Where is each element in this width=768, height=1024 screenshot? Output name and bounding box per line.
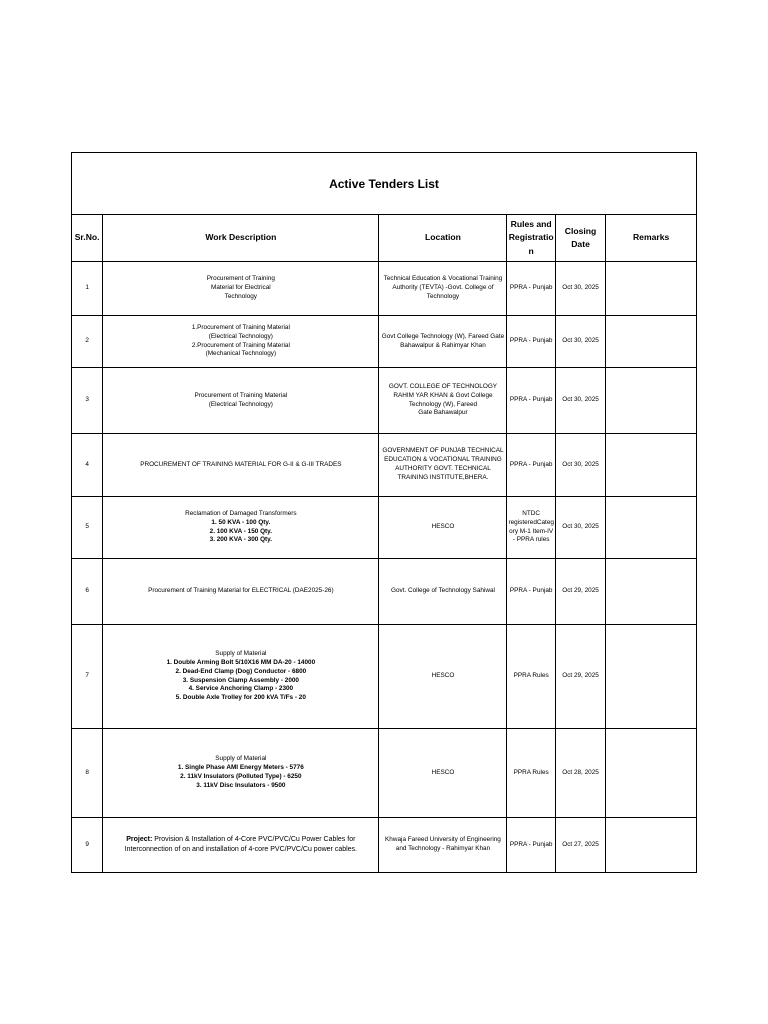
work-line: PROCUREMENT OF TRAINING MATERIAL FOR G-II & G-III TRADES [140, 460, 342, 468]
work-line: Procurement of Training Material [194, 391, 288, 399]
header-rules-line: Registratio [508, 232, 554, 243]
cell-remarks [606, 316, 697, 368]
cell-location [379, 262, 507, 316]
cell-work [103, 262, 379, 316]
rules-line: PPRA - Punjab [509, 284, 553, 292]
cell-sr: 6 [72, 559, 103, 625]
header-rules [507, 215, 555, 262]
cell-sr: 9 [72, 818, 103, 873]
location-line: Govt College Technology (W), Fareed Gate [381, 332, 505, 340]
header-rules-line: n [528, 245, 534, 256]
work-line: 1. 50 KVA - 100 Qty. [211, 518, 271, 526]
work-line: 2. Dead-End Clamp (Dog) Conductor - 6800 [175, 667, 307, 675]
table-row [72, 262, 697, 316]
cell-closing-date: Oct 30, 2025 [555, 262, 605, 316]
rules-line: PPRA Rules [513, 768, 549, 776]
project-label: Project: [126, 836, 153, 844]
cell-closing-date: Oct 30, 2025 [555, 316, 605, 368]
rules-line: PPRA Rules [513, 672, 549, 680]
cell-rules [507, 368, 555, 434]
tender-sheet [71, 152, 697, 873]
cell-remarks [606, 262, 697, 316]
cell-work [103, 434, 379, 497]
cell-location [379, 368, 507, 434]
location-line: Technology [426, 292, 460, 300]
cell-sr: 1 [72, 262, 103, 316]
work-line: (Electrical Technology) [208, 332, 273, 340]
cell-location [379, 818, 507, 873]
cell-closing-date: Oct 30, 2025 [555, 368, 605, 434]
work-line: Technology [224, 292, 258, 300]
cell-closing-date: Oct 29, 2025 [555, 559, 605, 625]
cell-rules [507, 497, 555, 559]
cell-closing-date: Oct 30, 2025 [555, 497, 605, 559]
cell-rules [507, 818, 555, 873]
table-row [72, 368, 697, 434]
work-line: 5. Double Axle Trolley for 200 kVA T/Fs - 20 [175, 694, 306, 702]
cell-closing-date: Oct 30, 2025 [555, 434, 605, 497]
header-remarks: Remarks [606, 215, 697, 262]
work-line: (Mechanical Technology) [205, 350, 277, 358]
header-work-description: Work Description [103, 215, 379, 262]
page-title: Active Tenders List [329, 176, 439, 191]
cell-rules [507, 559, 555, 625]
cell-remarks [606, 497, 697, 559]
table-row [72, 729, 697, 818]
work-line: 1.Procurement of Training Material [191, 323, 290, 331]
work-intro: Supply of Material [215, 755, 267, 763]
cell-work [103, 818, 379, 873]
rules-line: PPRA - Punjab [509, 460, 553, 468]
rules-line: NTDC [522, 509, 541, 517]
cell-work [103, 368, 379, 434]
cell-remarks [606, 729, 697, 818]
work-line: 2. 100 KVA - 150 Qty. [209, 527, 273, 535]
cell-rules [507, 625, 555, 729]
work-line: 3. 200 KVA - 300 Qty. [209, 536, 273, 544]
cell-sr: 2 [72, 316, 103, 368]
location-line: HESCO [431, 672, 455, 680]
rules-line: ory M-1 Item-IV [509, 527, 554, 535]
work-line: 2. 11kV Insulators (Polluted Type) - 6250 [180, 773, 302, 780]
work-line: 3. 11kV Disc Insulators - 9500 [196, 781, 286, 789]
cell-location [379, 434, 507, 497]
work-line: Procurement of Training Material for ELECTRICAL (DAE2025-26) [148, 587, 334, 595]
cell-sr: 8 [72, 729, 103, 818]
cell-remarks [606, 434, 697, 497]
cell-location [379, 316, 507, 368]
tenders-table [71, 214, 697, 873]
cell-work [103, 559, 379, 625]
cell-rules [507, 316, 555, 368]
header-sr: Sr.No. [72, 215, 103, 262]
location-line: GOVERNMENT OF PUNJAB TECHNICAL [382, 447, 504, 455]
work-line: 3. Suspension Clamp Assembly - 2000 [182, 676, 299, 684]
cell-location [379, 729, 507, 818]
cell-location [379, 559, 507, 625]
location-line: Technology (W), Fareed [408, 400, 478, 408]
header-row [72, 215, 697, 262]
cell-closing-date: Oct 29, 2025 [555, 625, 605, 729]
cell-location [379, 625, 507, 729]
location-line: EDUCATION & VOCATIONAL TRAINING [384, 456, 502, 464]
location-line: HESCO [431, 523, 455, 531]
location-line: Technical Education & Vocational Training [383, 275, 503, 283]
table-row [72, 434, 697, 497]
cell-rules [507, 434, 555, 497]
cell-rules [507, 729, 555, 818]
cell-sr: 5 [72, 497, 103, 559]
cell-closing-date: Oct 28, 2025 [555, 729, 605, 818]
cell-closing-date: Oct 27, 2025 [555, 818, 605, 873]
cell-remarks [606, 368, 697, 434]
table-row [72, 497, 697, 559]
work-intro: Supply of Material [215, 649, 267, 657]
location-line: HESCO [431, 768, 455, 776]
cell-work [103, 497, 379, 559]
cell-remarks [606, 625, 697, 729]
rules-line: PPRA - Punjab [509, 337, 553, 345]
work-line: 4. Service Anchoring Clamp - 2300 [188, 685, 294, 693]
rules-line: PPRA - Punjab [509, 396, 553, 404]
cell-remarks [606, 559, 697, 625]
table-row [72, 625, 697, 729]
location-line: Govt. College of Technology Sahiwal [390, 587, 495, 595]
work-line: 1. Single Phase AMI Energy Meters - 5776 [177, 764, 304, 772]
work-line [104, 835, 377, 845]
cell-remarks [606, 818, 697, 873]
location-line: Gate Bahawalpur [418, 409, 468, 417]
location-line: GOVT. COLLEGE OF TECHNOLOGY [388, 382, 498, 390]
header-closing-line: Closing [564, 225, 597, 236]
location-line: RAHIM YAR KHAN & Govt College [393, 391, 493, 399]
location-line: Bahawalpur & Rahimyar Khan [400, 341, 486, 349]
cell-rules [507, 262, 555, 316]
rules-line: - PPRA rules [512, 536, 550, 544]
rules-line: registeredCateg [508, 518, 554, 526]
work-line: Material for Electrical [211, 284, 271, 292]
cell-sr: 7 [72, 625, 103, 729]
header-rules-line: Rules and [510, 219, 552, 230]
cell-work [103, 316, 379, 368]
header-closing-date [555, 215, 605, 262]
location-line: AUTHORITY GOVT. TECHNICAL [395, 465, 491, 472]
location-line: Authority (TEVTA) -Govt. College of [392, 284, 494, 292]
location-line: Khwaja Fareed University of Engineering [385, 836, 501, 844]
table-row [72, 818, 697, 873]
title-box [71, 152, 697, 214]
table-row [72, 559, 697, 625]
cell-work [103, 625, 379, 729]
work-line: 1. Double Arming Bolt 5/10X16 MM DA-20 - 14000 [166, 658, 316, 666]
location-line: and Technology - Rahimyar Khan [395, 845, 491, 852]
header-closing-line: Date [571, 239, 590, 249]
work-intro: Reclamation of Damaged Transformers [185, 509, 297, 517]
cell-location [379, 497, 507, 559]
work-line: (Electrical Technology) [208, 400, 273, 408]
work-line: Interconnection of on and installation of 4-core PVC/PVC/Cu power cables. [124, 846, 357, 853]
work-line: 2.Procurement of Training Material [191, 341, 290, 349]
cell-work [103, 729, 379, 818]
rules-line: PPRA - Punjab [509, 587, 553, 595]
cell-sr: 4 [72, 434, 103, 497]
rules-line: PPRA - Punjab [509, 840, 553, 848]
work-line: Procurement of Training [206, 275, 275, 283]
work-line-text: Provision & Installation of 4-Core PVC/PVC/Cu Power Cables for [154, 836, 356, 844]
location-line: TRAINING INSTITUTE,BHERA. [397, 473, 489, 481]
table-row [72, 316, 697, 368]
cell-sr: 3 [72, 368, 103, 434]
header-location: Location [379, 215, 507, 262]
